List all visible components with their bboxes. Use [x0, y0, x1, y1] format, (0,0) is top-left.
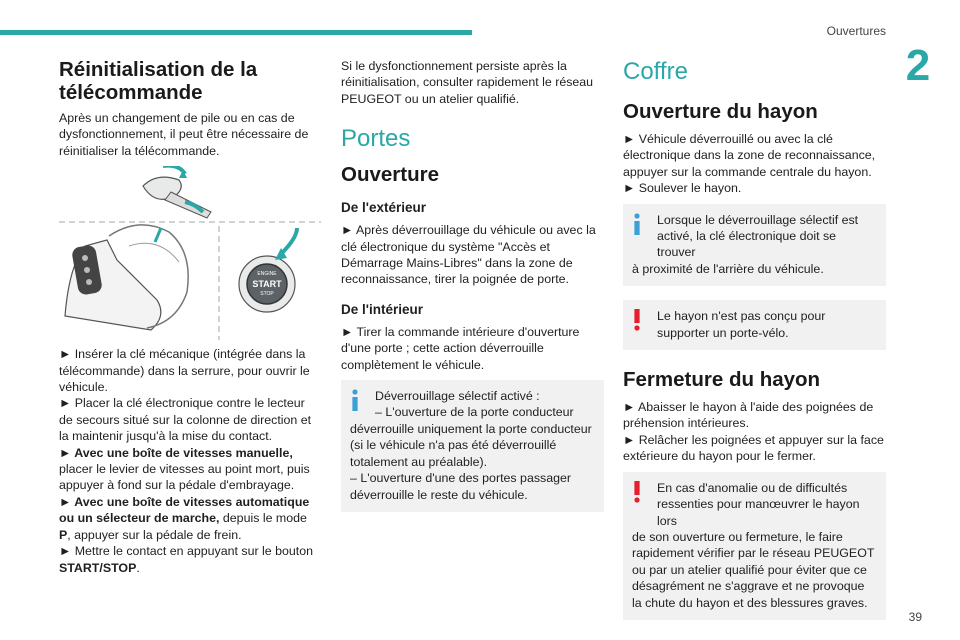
- info-box-selective-unlock: Déverrouillage sélectif activé : – L'ouverture de la porte conducteur déverrouille uniquement la porte conducteur (si le véhicule n'a pas été déverrouillé totalement au préalable). – L'ouverture d'une des portes passager déverrouille le reste du véhicule.: [341, 380, 604, 512]
- warning-box-bike-rack: Le hayon n'est pas conçu pour supporter un porte-vélo.: [623, 300, 886, 350]
- section-boot: Coffre: [623, 58, 688, 85]
- persist-text: Si le dysfonctionnement persiste après la réinitialisation, consulter rapidement le réseau PEUGEOT ou un atelier qualifié.: [341, 59, 594, 106]
- info-icon: [632, 213, 642, 235]
- step-place-key: ► Placer la clé électronique contre le lecteur de secours situé sur la colonne de direction et la maintenir jusqu'à la mise du contact.: [59, 396, 312, 444]
- subsection-close-tailgate: Fermeture du hayon: [623, 368, 821, 392]
- key-steering-illustration: [59, 166, 321, 342]
- column-2: [341, 58, 604, 526]
- intro-text: Après un changement de pile ou en cas de dysfonctionnement, il peut être nécessaire de réinitialiser la télécommande.: [59, 111, 309, 158]
- open-step-1: ► Véhicule déverrouillé ou avec la clé électronique dans la zone de reconnaissance, appuyer sur la commande centrale du hayon.: [623, 132, 876, 179]
- subsection-opening: Ouverture: [341, 163, 439, 187]
- key-lock-icon: [143, 166, 211, 218]
- step-automatic-gearbox: ► Avec une boîte de vitesses automatique ou un sélecteur de marche, depuis le mode P, appuyer sur la pédale de frein.: [59, 494, 310, 542]
- info-box-tailgate: Lorsque le déverrouillage sélectif est activé, la clé électronique doit se trouver à proximité de l'arrière du véhicule.: [623, 204, 886, 287]
- page-number: 39: [908, 610, 922, 624]
- column-3: [623, 58, 886, 634]
- svg-text:START: START: [252, 279, 282, 290]
- heading-exterior: De l'extérieur: [341, 200, 427, 216]
- svg-text:STOP: STOP: [260, 291, 274, 298]
- info-icon: [350, 389, 360, 411]
- hand-fob-icon: [65, 225, 188, 330]
- step-manual-gearbox: ► Avec une boîte de vitesses manuelle, placer le levier de vitesses au point mort, puis appuyer à fond sur la pédale d'embrayage.: [59, 445, 310, 493]
- step-start-stop: ► Mettre le contact en appuyant sur le bouton START/STOP.: [59, 544, 314, 575]
- section-name: Ouvertures: [826, 24, 886, 38]
- reset-illustration: [59, 166, 321, 342]
- title-reset-remote: Réinitialisation de la télécommande: [59, 58, 258, 104]
- warning-box-anomaly: En cas d'anomalie ou de difficultés ressenties pour manœuvrer le hayon lors de son ouverture ou fermeture, le faire rapidement vérifier par le réseau PEUGEOT ou par un atelier qualifié pour éviter que ce désagrément ne s'aggrave et ne provoque la chute du hayon et des blessures graves.: [623, 472, 886, 620]
- warning-icon: [632, 309, 642, 331]
- column-1: [59, 58, 321, 583]
- subsection-open-tailgate: Ouverture du hayon: [623, 100, 818, 123]
- open-step-2: ► Soulever le hayon.: [623, 181, 742, 196]
- svg-text:ENGINE: ENGINE: [257, 271, 277, 278]
- start-stop-button-icon: [239, 228, 297, 312]
- close-step-1: ► Abaisser le hayon à l'aide des poignées de préhension intérieures.: [623, 400, 874, 431]
- step-insert-key: ► Insérer la clé mécanique (intégrée dans la télécommande) dans la serrure, pour ouvrir le véhicule.: [59, 347, 310, 395]
- warning-icon: [632, 481, 642, 503]
- section-doors: Portes: [341, 125, 411, 153]
- exterior-text: ► Après déverrouillage du véhicule ou avec la clé électronique du système "Accès et Démarrage Mains-Libres" dans la zone de reconnaissance, tirer la poignée de porte.: [341, 223, 596, 287]
- heading-interior: De l'intérieur: [341, 301, 423, 317]
- chapter-number: 2: [905, 41, 931, 90]
- interior-text: ► Tirer la commande intérieure d'ouverture d'une porte ; cette action déverrouille complètement le véhicule.: [341, 324, 580, 372]
- close-step-2: ► Relâcher les poignées et appuyer sur la face extérieure du hayon pour le fermer.: [623, 432, 884, 464]
- header-accent-bar: [0, 30, 472, 35]
